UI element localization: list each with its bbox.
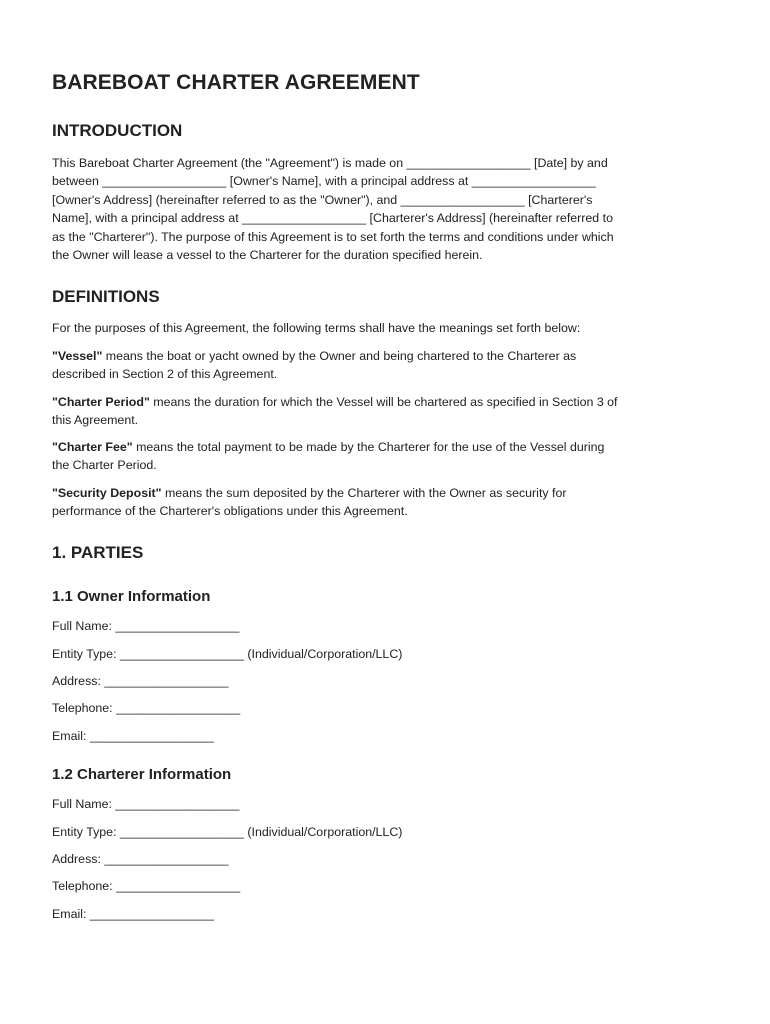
definition-charter-fee (52, 438, 718, 475)
definitions-intro: For the purposes of this Agreement, the following terms shall have the meanings set forth below: (52, 321, 581, 335)
definitions-heading: DEFINITIONS (52, 287, 160, 306)
charterer-telephone-field: Telephone: __________________ (52, 879, 241, 893)
definition-security-deposit (52, 484, 718, 521)
definition-line: this Agreement. (52, 413, 139, 428)
definition-term: "Charter Fee" (52, 440, 133, 454)
owner-email-field: Email: __________________ (52, 729, 214, 743)
intro-line: as the "Charterer"). The purpose of this Agreement is to set forth the terms and conditions under which (52, 229, 614, 244)
owner-information-heading: 1.1 Owner Information (52, 588, 211, 605)
owner-address-field: Address: __________________ (52, 674, 229, 688)
owner-entity-type-field: Entity Type: __________________ (Individual/Corporation/LLC) (52, 647, 403, 661)
introduction-heading: INTRODUCTION (52, 121, 183, 140)
owner-full-name-field: Full Name: __________________ (52, 619, 240, 633)
intro-line: Name], with a principal address at __________________ [Charterer's Address] (hereinafter referred to (52, 211, 613, 226)
definition-line: described in Section 2 of this Agreement. (52, 367, 278, 382)
definition-charter-period (52, 393, 718, 430)
definition-line: the Charter Period. (52, 458, 157, 473)
intro-line: [Owner's Address] (hereinafter referred to as the "Owner"), and __________________ [Charterer's (52, 192, 593, 207)
introduction-paragraph (52, 154, 718, 264)
charterer-full-name-field: Full Name: __________________ (52, 797, 240, 811)
charterer-address-field: Address: __________________ (52, 852, 229, 866)
definition-text: means the duration for which the Vessel will be chartered as specified in Section 3 of (149, 395, 618, 409)
definition-term: "Vessel" (52, 349, 103, 363)
document-title: BAREBOAT CHARTER AGREEMENT (52, 71, 420, 94)
intro-line: This Bareboat Charter Agreement (the "Agreement") is made on __________________ [Date] by and (52, 156, 608, 170)
definition-text: means the sum deposited by the Charterer with the Owner as security for (161, 486, 567, 500)
parties-heading: 1. PARTIES (52, 543, 144, 562)
charterer-information-heading: 1.2 Charterer Information (52, 766, 232, 783)
intro-line: the Owner will lease a vessel to the Charterer for the duration specified herein. (52, 248, 483, 263)
charterer-email-field: Email: __________________ (52, 907, 214, 921)
owner-telephone-field: Telephone: __________________ (52, 701, 241, 715)
charterer-entity-type-field: Entity Type: __________________ (Individual/Corporation/LLC) (52, 825, 403, 839)
definition-line (52, 393, 718, 411)
definition-vessel (52, 347, 718, 384)
definition-text: means the boat or yacht owned by the Owner and being chartered to the Charterer as (102, 349, 577, 363)
definition-line (52, 438, 718, 456)
definition-line (52, 347, 718, 365)
definition-line (52, 484, 718, 502)
intro-line: between __________________ [Owner's Name], with a principal address at __________________ (52, 174, 596, 189)
definition-line: performance of the Charterer's obligations under this Agreement. (52, 504, 408, 519)
definition-term: "Charter Period" (52, 395, 150, 409)
definition-term: "Security Deposit" (52, 486, 162, 500)
definition-text: means the total payment to be made by the Charterer for the use of the Vessel during (132, 440, 605, 454)
